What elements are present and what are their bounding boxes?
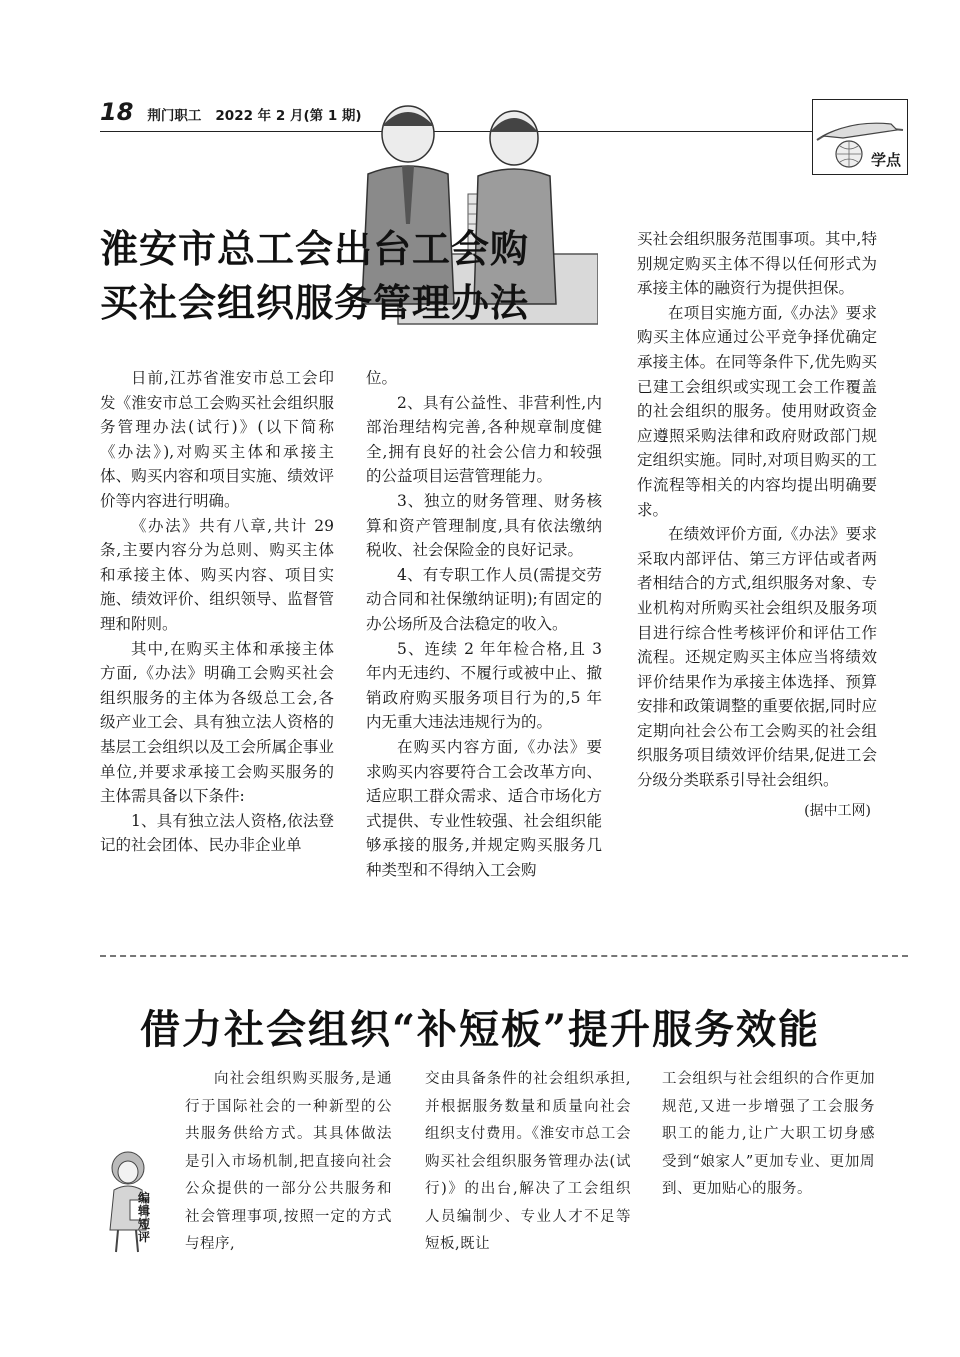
issue-date: 2022 年 2 月(第 1 期) [215, 108, 362, 124]
editor-illustration-icon [100, 1150, 164, 1254]
section-label: 学点 [870, 151, 901, 169]
article-source: (据中工网) [804, 802, 871, 819]
article2-column2: 交由具备条件的社会组织承担,并根据服务数量和质量向社会组织支付费用。《淮安市总工会购买社会组织服务管理办法(试行)》的出台,解决了工会组织人员编制少、专业人才不足等短板,既让 [425, 1071, 631, 1252]
paragraph: 位。 [366, 369, 398, 387]
article1-column3 [637, 227, 877, 823]
article1-column1 [100, 366, 334, 858]
article1-title-line1: 淮安市总工会出台工会购 [100, 227, 530, 271]
paragraph: 日前,江苏省淮安市总工会印发《淮安市总工会购买社会组织服务管理办法(试行)》(以下简称《办法》),对购买主体和承接主体、购买内容和项目实施、绩效评价等内容进行明确。 [100, 369, 334, 510]
article1-title-line2: 买社会组织服务管理办法 [100, 281, 530, 325]
article1-column2 [366, 366, 602, 882]
paragraph: 3、独立的财务管理、财务核算和资产管理制度,具有依法缴纳税收、社会保险金的良好记录。 [366, 491, 602, 560]
paragraph: 买社会组织服务范围事项。其中,特别规定购买主体不得以任何形式为承接主体的融资行为提供担保。 [637, 230, 877, 298]
article2-column1: 向社会组织购买服务,是通行于国际社会的一种新型的公共服务供给方式。其具体做法是引入市场机制,把直接向社会公众提供的一部分公共服务和社会管理事项,按照一定的方式与程序, [185, 1071, 392, 1252]
section-badge [812, 99, 908, 175]
page-number: 18 [100, 98, 134, 126]
paragraph: 4、有专职工作人员(需提交劳动合同和社保缴纳证明);有固定的办公场所及合法稳定的收入。 [366, 565, 602, 633]
paragraph: 其中,在购买主体和承接主体方面,《办法》明确工会购买社会组织服务的主体为各级总工会,各级产业工会、具有独立法人资格的基层工会组织以及工会所属企事业单位,并要求承接工会购买服务的主体需具备以下条件: [100, 639, 334, 806]
paragraph: 2、具有公益性、非营利性,内部治理结构完善,各种规章制度健全,拥有良好的社会公信力和较强的公益项目运营管理能力。 [366, 393, 602, 486]
article1-title [100, 222, 529, 330]
label-char: 短 [138, 1217, 151, 1231]
label-char: 辑 [138, 1204, 151, 1218]
publication-name: 荆门职工 [147, 108, 202, 124]
paragraph: 在购买内容方面,《办法》要求购买内容要符合工会改革方向、适应职工群众需求、适合市场化方式提供、专业性较强、社会组织能够承接的服务,并规定购买服务几种类型和不得纳入工会购 [366, 737, 602, 879]
editor-comment-label [138, 1192, 154, 1244]
article2-column3: 工会组织与社会组织的合作更加规范,又进一步增强了工会服务职工的能力,让广大职工切身感受到“娘家人”更加专业、更加周到、更加贴心的服务。 [662, 1071, 875, 1197]
paragraph: 在项目实施方面,《办法》要求购买主体应通过公平竞争择优确定承接主体。在同等条件下,优先购买已建工会组织或实现工会工作覆盖的社会组织的服务。使用财政资金应遵照采购法律和政府财政部门规定组织实施。同时,对项目购买的工作流程等相关的内容均提出明确要求。 [637, 303, 877, 519]
paragraph: 在绩效评价方面,《办法》要求采取内部评估、第三方评估或者两者相结合的方式,组织服务对象、专业机构对所购买社会组织及服务项目进行综合性考核评价和评估工作流程。还规定购买主体应当将绩效评价结果作为承接主体选择、预算安排和政策调整的重要依据,同时应定期向社会公布工会购买的社会组织服务项目绩效评价结果,促进工会分级分类联系引导社会组织。 [637, 525, 877, 790]
section-divider [100, 955, 908, 957]
paragraph: 5、连续 2 年年检合格,且 3 年内无违约、不履行或被中止、撤销政府购买服务项目行为的,5 年内无重大违法违规行为的。 [366, 639, 602, 732]
label-char: 评 [138, 1230, 151, 1244]
paragraph: 1、具有独立法人资格,依法登记的社会团体、民办非企业单 [100, 811, 334, 855]
label-char: 编 [138, 1191, 151, 1205]
article2-title: 借力社会组织“补短板”提升服务效能 [139, 1006, 820, 1053]
paragraph: 《办法》共有八章,共计 29 条,主要内容分为总则、购买主体和承接主体、购买内容、项目实施、绩效评价、组织领导、监督管理和附则。 [100, 516, 334, 633]
